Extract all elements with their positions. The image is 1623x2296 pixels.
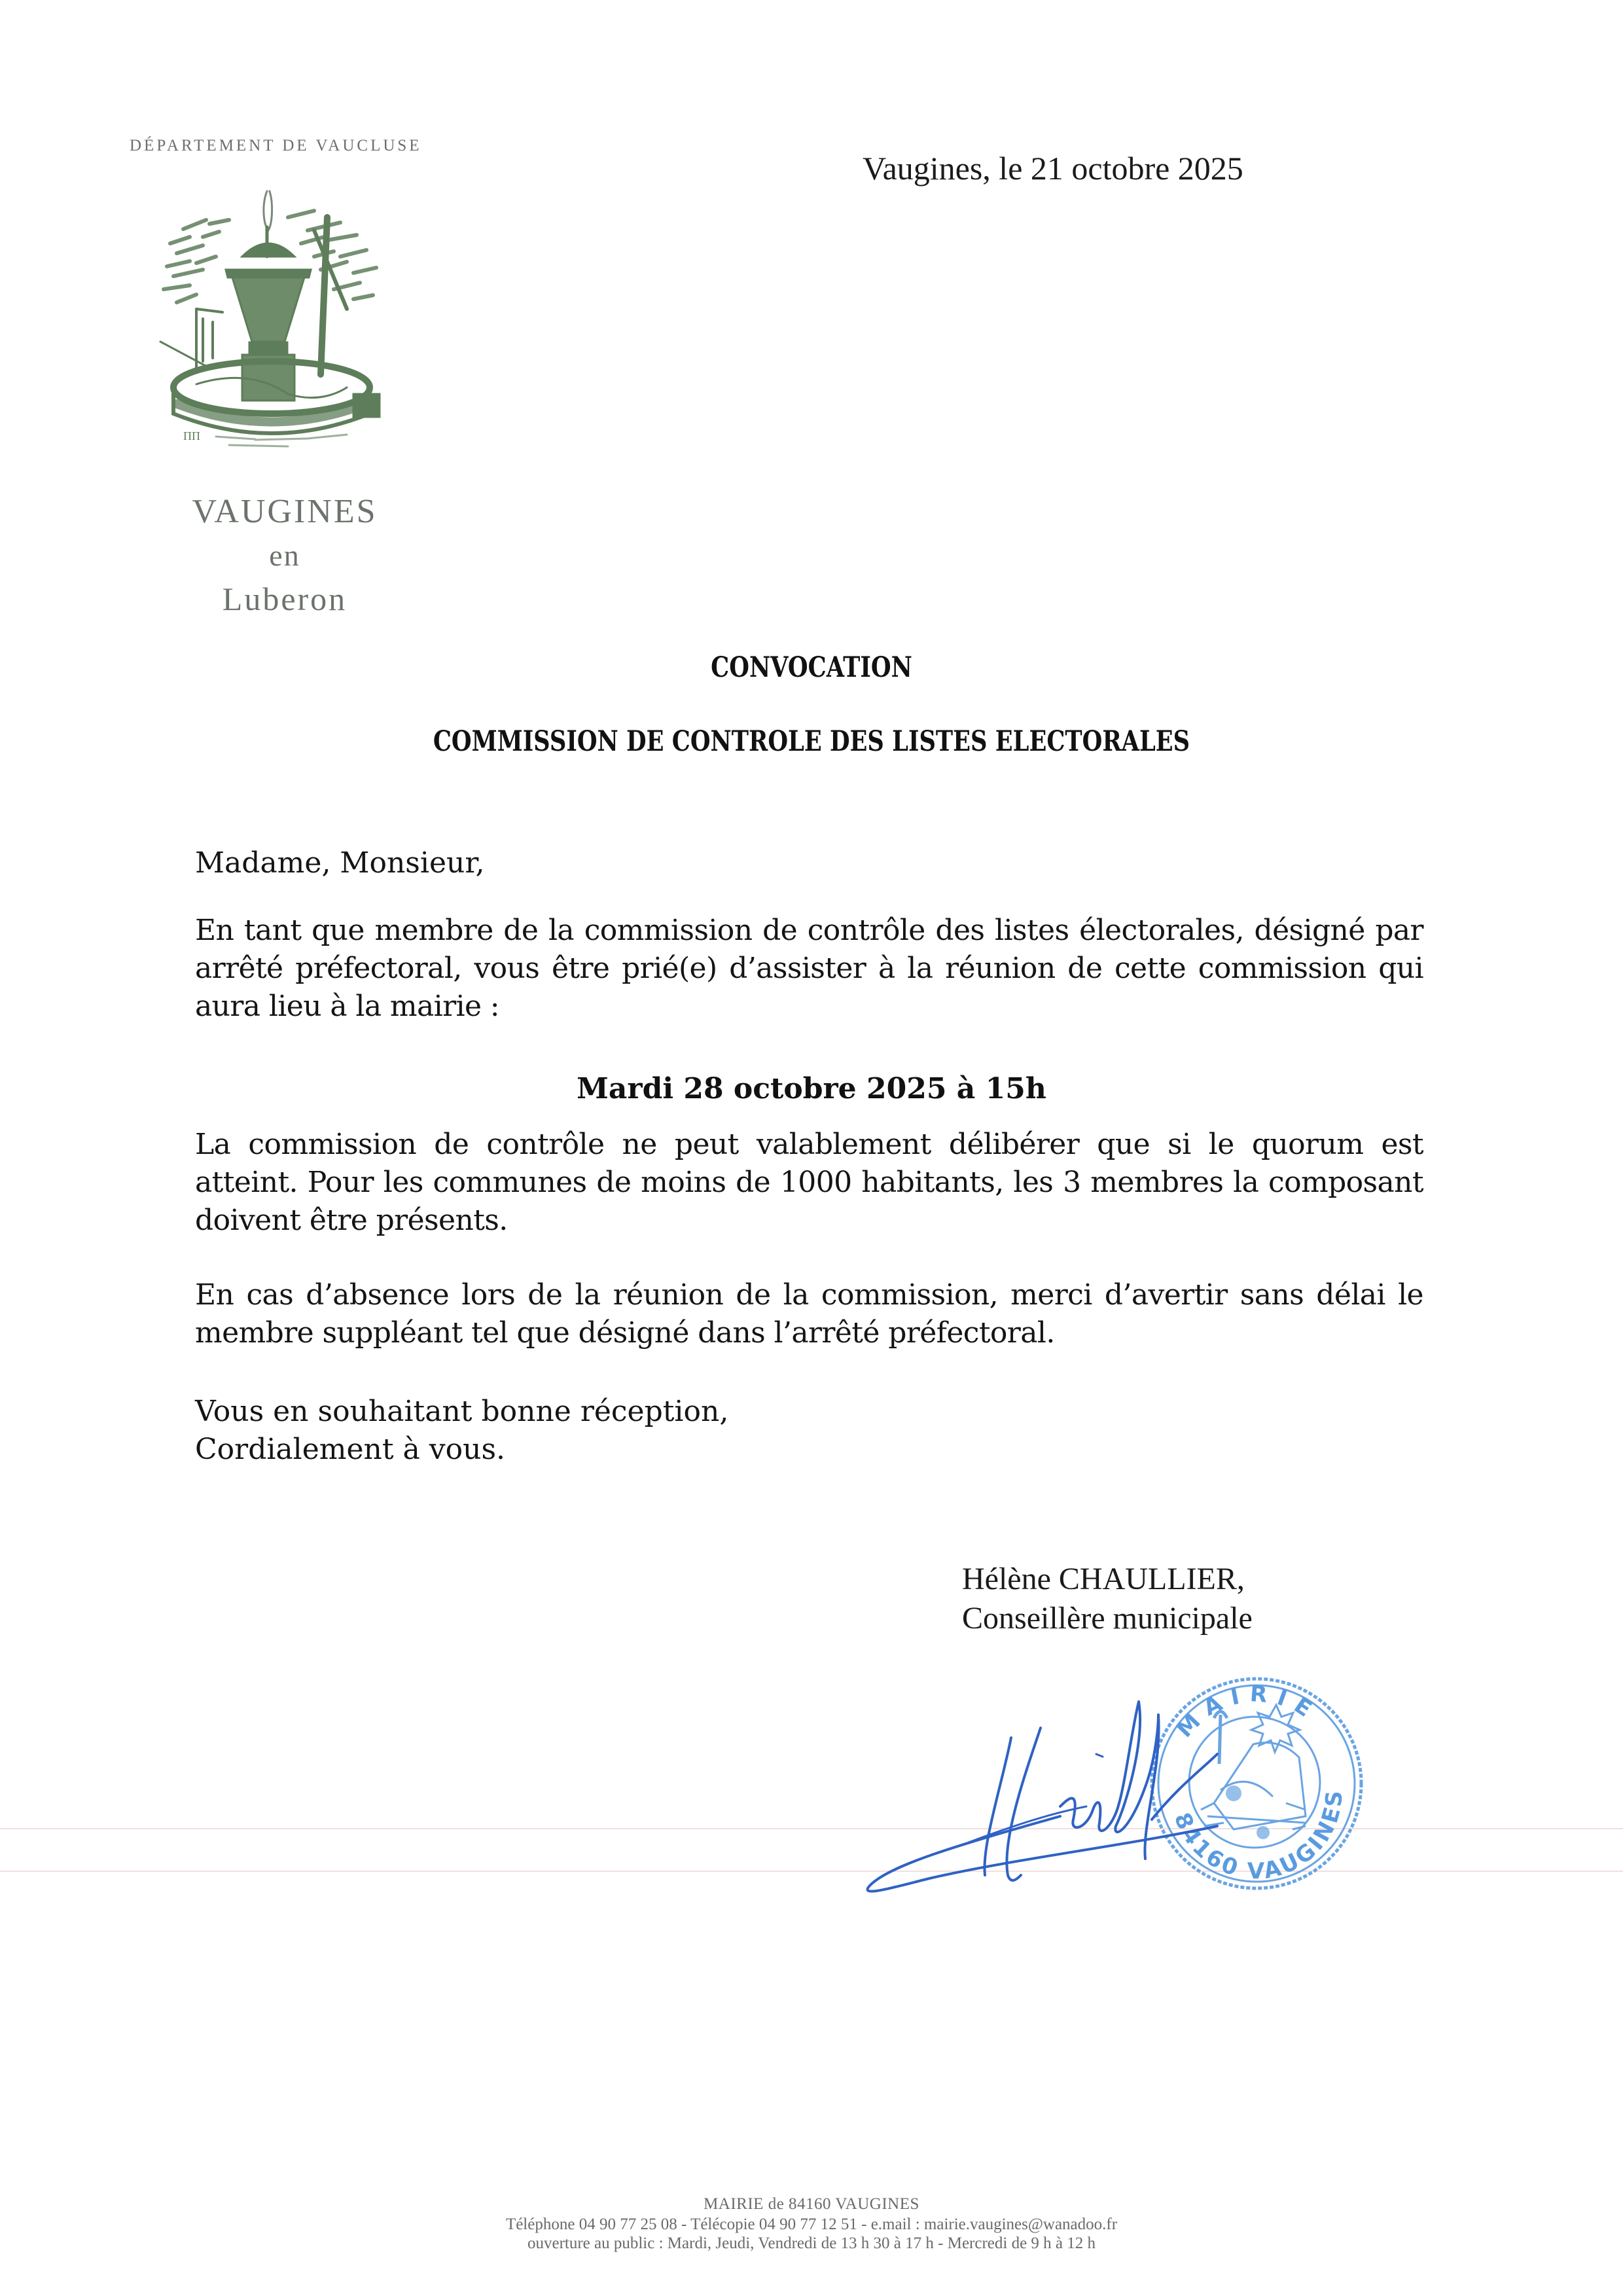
footer-opening-hours: ouverture au public : Mardi, Jeudi, Vendredi de 13 h 30 à 17 h - Mercredi de 9 h à 12 h [527,2234,1096,2252]
closing-line-1: Vous en souhaitant bonne réception, [195,1395,729,1428]
closing-line-2: Cordialement à vous. [195,1433,506,1466]
town-name-connector: en [269,539,300,572]
greeting: Madame, Monsieur, [195,846,485,880]
handwritten-signature-icon [851,1689,1257,1898]
scan-line [0,1871,1623,1872]
footer-address: MAIRIE de 84160 VAUGINES [704,2195,919,2213]
letter-date: Vaugines, le 21 octobre 2025 [863,150,1243,187]
stamp-bottom-text: 84160 VAUGINES [1168,1787,1348,1885]
department-label: DÉPARTEMENT DE VAUCLUSE [130,137,422,154]
signatory-role: Conseillère municipale [962,1601,1253,1636]
meeting-datetime: Mardi 28 octobre 2025 à 15h [577,1072,1046,1105]
signatory-block [962,1560,1253,1638]
scan-line [0,1828,1623,1829]
body-paragraph-1: En tant que membre de la commission de contrôle des listes électorales, désigné par arrêté préfectoral, vous être prié(e) d’assister à la réunion de cette commission qui aura lieu à la mairie : [195,914,1423,1023]
closing [195,1393,1423,1469]
stamp-top-text: MAIRIE [1171,1680,1325,1743]
fountain-illustration-icon [157,178,406,453]
document-subtitle: COMMISSION DE CONTROLE DES LISTES ELECTORALES [433,725,1190,758]
signatory-name: Hélène CHAULLIER, [962,1562,1245,1596]
footer-contact: Téléphone 04 90 77 25 08 - Télécopie 04 90 77 12 51 - e.mail : mairie.vaugines@wanadoo.fr [505,2215,1118,2233]
town-region: Luberon [222,581,348,617]
body-paragraph-3: En cas d’absence lors de la réunion de la commission, merci d’avertir sans délai le membre suppléant tel que désigné dans l’arrêté préfectoral. [195,1278,1423,1350]
body-paragraph-2: La commission de contrôle ne peut valablement délibérer que si le quorum est atteint. Pour les communes de moins de 1000 habitants, les 3 membres la composant doivent être présents. [195,1128,1423,1237]
document-title: CONVOCATION [711,651,912,684]
town-name: VAUGINES [192,493,378,530]
svg-text:ΠΠ: ΠΠ [183,429,200,442]
